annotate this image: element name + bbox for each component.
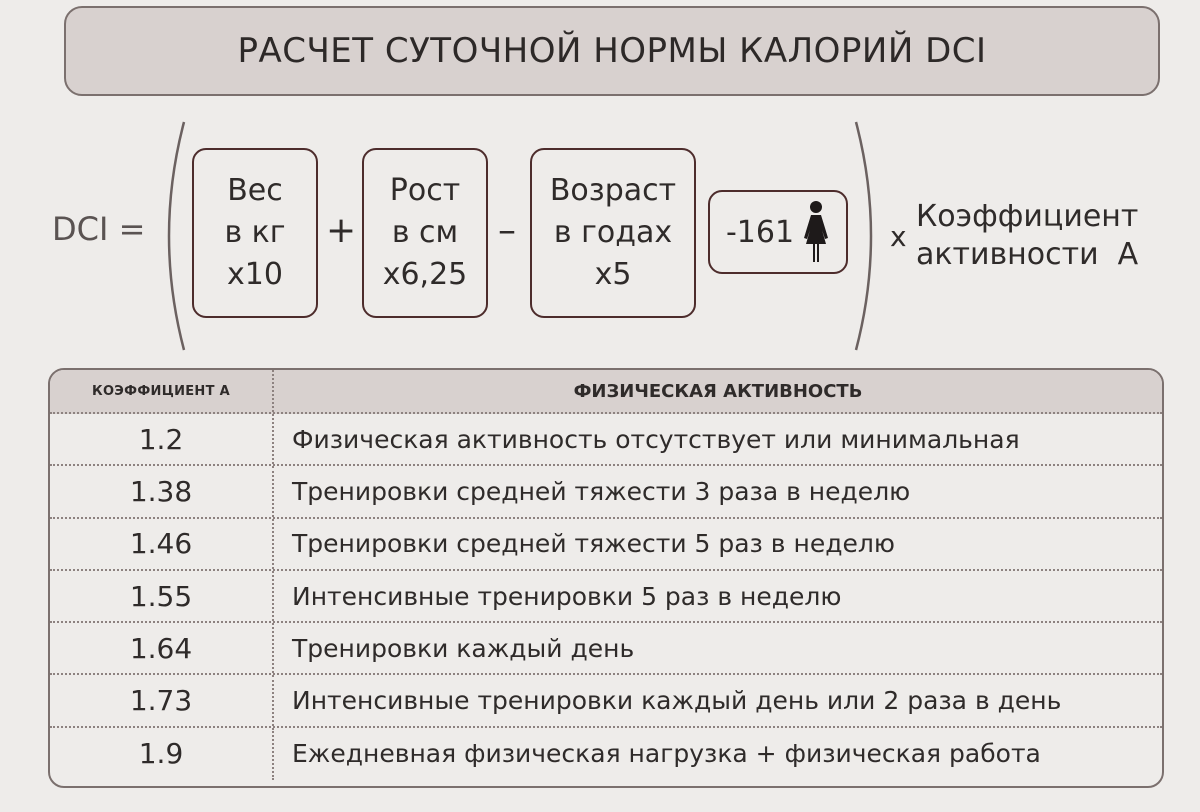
activity-cell: Физическая активность отсутствует или минимальная <box>292 424 1020 454</box>
table-row <box>50 414 1162 466</box>
age-box <box>530 148 696 318</box>
age-line1: Возраст <box>549 173 677 208</box>
table-row <box>50 728 1162 780</box>
header-coefficient: КОЭФФИЦИЕНТ А <box>50 370 274 412</box>
activity-coefficient-label <box>916 198 1138 274</box>
table-row <box>50 675 1162 727</box>
minus-operator: – <box>498 210 516 251</box>
female-figure-icon <box>802 200 830 264</box>
times-operator: x <box>890 220 907 253</box>
title-banner <box>64 6 1160 96</box>
coefficient-cell: 1.55 <box>50 571 274 621</box>
weight-line2: в кг <box>224 215 286 250</box>
formula-label: DCI = <box>52 210 146 248</box>
table-header <box>50 370 1162 414</box>
coefficient-cell: 1.38 <box>50 466 274 516</box>
activity-cell: Интенсивные тренировки 5 раз в неделю <box>292 581 842 611</box>
right-parenthesis <box>852 120 882 352</box>
table-row <box>50 571 1162 623</box>
plus-operator: + <box>326 210 357 251</box>
table-row <box>50 519 1162 571</box>
height-line2: в см <box>391 215 459 250</box>
height-box <box>362 148 488 318</box>
header-activity: ФИЗИЧЕСКАЯ АКТИВНОСТЬ <box>573 380 863 402</box>
dci-formula <box>0 110 1200 350</box>
height-line3: x6,25 <box>382 257 468 292</box>
coefficient-cell: 1.2 <box>50 414 274 464</box>
coefficient-cell: 1.9 <box>50 728 274 780</box>
table-row <box>50 623 1162 675</box>
age-line3: x5 <box>594 257 632 292</box>
activity-cell: Тренировки средней тяжести 5 раз в неделю <box>292 529 895 559</box>
coefficient-cell: 1.73 <box>50 675 274 725</box>
table-row <box>50 466 1162 518</box>
activity-cell: Тренировки средней тяжести 3 раза в неделю <box>292 476 911 506</box>
weight-box <box>192 148 318 318</box>
constant-box <box>708 190 848 274</box>
constant-value: -161 <box>725 214 795 250</box>
activity-cell: Тренировки каждый день <box>292 633 635 663</box>
height-line1: Рост <box>389 173 461 208</box>
activity-table <box>48 368 1164 788</box>
coefficient-line2: активности А <box>916 237 1139 272</box>
coefficient-line1: Коэффициент <box>916 199 1139 234</box>
activity-cell: Интенсивные тренировки каждый день или 2 раза в день <box>292 686 1062 716</box>
coefficient-cell: 1.46 <box>50 519 274 569</box>
page-title: РАСЧЕТ СУТОЧНОЙ НОРМЫ КАЛОРИЙ DCI <box>237 31 987 71</box>
weight-line1: Вес <box>227 173 283 208</box>
coefficient-cell: 1.64 <box>50 623 274 673</box>
weight-line3: x10 <box>227 257 283 292</box>
age-line2: в годах <box>553 215 673 250</box>
activity-cell: Ежедневная физическая нагрузка + физическая работа <box>292 739 1041 769</box>
left-parenthesis <box>158 120 188 352</box>
